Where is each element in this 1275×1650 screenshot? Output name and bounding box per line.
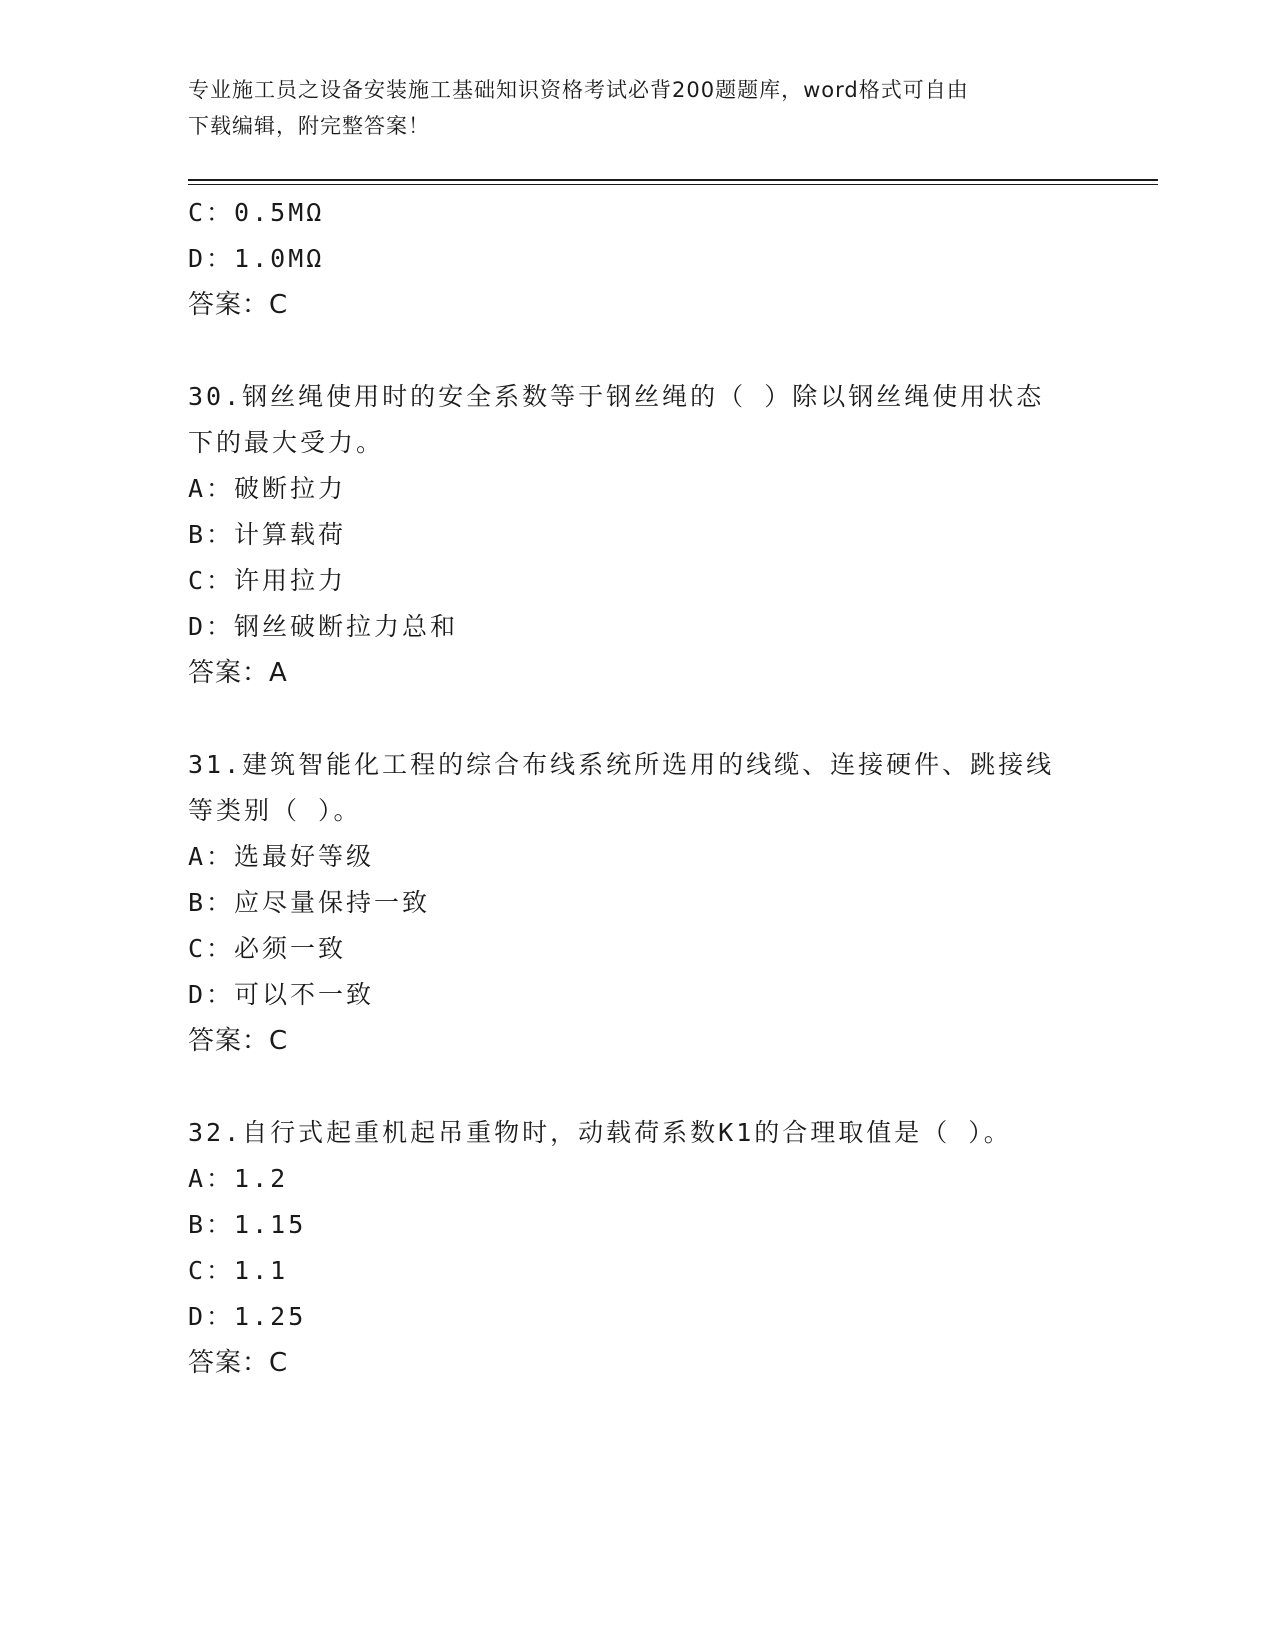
previous-question-tail [188,190,1108,328]
option-c: C：0.5MΩ [188,198,325,227]
answer: 答案：C [188,1026,289,1056]
option-c: C：许用拉力 [188,566,347,595]
spacer [188,1064,1108,1110]
option-b: B：应尽量保持一致 [188,888,431,917]
answer: 答案：C [188,1348,289,1378]
option-a: A：破断拉力 [188,474,347,503]
option-c: C：1.1 [188,1256,289,1285]
spacer [188,328,1108,374]
header-line-2: 下载编辑，附完整答案！ [188,114,430,138]
option-d: D：1.25 [188,1302,307,1331]
option-a: A：选最好等级 [188,842,375,871]
header-divider-thin [188,184,1158,185]
question-32 [188,1110,1108,1386]
question-30 [188,374,1108,696]
option-c: C：必须一致 [188,934,347,963]
option-b: B：1.15 [188,1210,307,1239]
spacer [188,696,1108,742]
header-line-1: 专业施工员之设备安装施工基础知识资格考试必背200题题库，word格式可自由 [188,78,969,102]
answer: 答案：A [188,658,288,688]
option-d: D：1.0MΩ [188,244,325,273]
option-d: D：钢丝破断拉力总和 [188,612,459,641]
question-31 [188,742,1108,1064]
question-stem-line: 31.建筑智能化工程的综合布线系统所选用的线缆、连接硬件、跳接线 [188,750,1055,779]
question-list [188,190,1108,1386]
question-stem-line: 下的最大受力。 [188,428,385,457]
question-stem-line: 等类别（ ）。 [188,796,362,825]
option-d: D：可以不一致 [188,980,375,1009]
answer: 答案：C [188,290,289,320]
question-stem-line: 32.自行式起重机起吊重物时，动载荷系数K1的合理取值是（ ）。 [188,1118,1012,1147]
document-header [188,72,1088,144]
option-b: B：计算载荷 [188,520,347,549]
option-a: A：1.2 [188,1164,289,1193]
header-divider-thick [188,179,1158,181]
question-stem-line: 30.钢丝绳使用时的安全系数等于钢丝绳的（ ）除以钢丝绳使用状态 [188,382,1045,411]
